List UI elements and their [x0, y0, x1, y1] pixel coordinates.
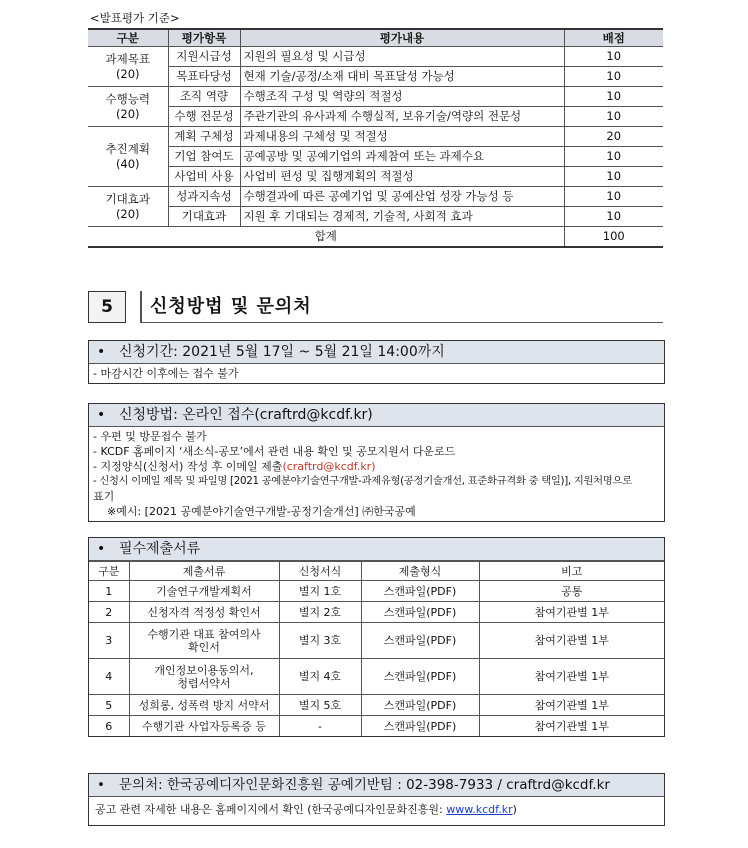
- table-row: [88, 67, 663, 87]
- item-cell: 계획 구체성: [168, 127, 240, 147]
- table-row: [88, 87, 663, 107]
- method-body: [89, 427, 664, 521]
- score-cell: 10: [564, 187, 663, 207]
- total-score: 100: [564, 227, 663, 248]
- table-row: [88, 167, 663, 187]
- score-cell: 10: [564, 67, 663, 87]
- score-cell: 10: [564, 47, 663, 67]
- table-row: [88, 147, 663, 167]
- contact-note: 공고 관련 자세한 내용은 홈페이지에서 확인 (한국공예디자인문화진흥원:: [95, 803, 443, 816]
- contact-box: [88, 773, 665, 826]
- evaluation-criteria-table: [88, 28, 663, 248]
- table-row: 2 신청자격 적정성 확인서 별지 2호 스캔파일(PDF) 참여기관별 1부: [89, 602, 664, 623]
- period-note: - 마감시간 이후에는 접수 불가: [93, 367, 239, 380]
- email-text: (craftrd@kcdf.kr): [282, 460, 376, 473]
- score-cell: 10: [564, 107, 663, 127]
- eval-caption: <발표평가 기준>: [90, 11, 180, 25]
- table-row: 3 수행기관 대표 참여의사 확인서 별지 3호 스캔파일(PDF) 참여기관별 1부: [89, 623, 664, 659]
- contact-heading: [89, 774, 664, 797]
- table-header-row: 구분 제출서류 신청서식 제출형식 비고: [89, 562, 664, 581]
- method-line: - 신청시 이메일 제목 및 파일명 [2021 공예분야기술연구개발-과제유형(공정기술개선, 표준화규격화 중 택일)], 지원처명으로: [93, 475, 632, 487]
- item-cell: 성과지속성: [168, 187, 240, 207]
- docs-box: [88, 537, 665, 737]
- docs-table: [89, 561, 664, 736]
- method-title: 신청방법: 온라인 접수(craftrd@kcdf.kr): [119, 407, 373, 423]
- bullet-icon: •: [97, 541, 106, 557]
- content-cell: 사업비 편성 및 집행계획의 적절성: [240, 167, 564, 187]
- item-cell: 조직 역량: [168, 87, 240, 107]
- period-heading: [89, 341, 664, 364]
- table-row: 6 수행기관 사업자등록증 등 - 스캔파일(PDF) 참여기관별 1부: [89, 716, 664, 737]
- header-category: 구분: [88, 29, 168, 47]
- section-underline: [140, 322, 663, 323]
- item-cell: 기대효과: [168, 207, 240, 227]
- header-content: 평가내용: [240, 29, 564, 47]
- table-row: [88, 127, 663, 147]
- group-cell: 기대효과 (20): [88, 187, 168, 227]
- docs-title: 필수제출서류: [119, 541, 201, 557]
- score-cell: 10: [564, 167, 663, 187]
- content-cell: 지원 후 기대되는 경제적, 기술적, 사회적 효과: [240, 207, 564, 227]
- section-number: 5: [88, 291, 126, 323]
- section-divider: [140, 291, 142, 323]
- total-label: 합계: [88, 227, 564, 248]
- content-cell: 수행결과에 따른 공예기업 및 공예산업 성장 가능성 등: [240, 187, 564, 207]
- bullet-icon: •: [97, 777, 105, 793]
- table-row: [88, 47, 663, 67]
- item-cell: 지원시급성: [168, 47, 240, 67]
- method-line: - KCDF 홈페이지 ‘새소식-공모’에서 관련 내용 확인 및 공모지원서 다운로드: [93, 445, 456, 458]
- method-example: ※예시: [2021 공예분야기술연구개발-공정기술개선] ㈜한국공예: [107, 505, 416, 518]
- method-line: 표기: [93, 490, 115, 503]
- method-line: - 지정양식(신청서) 작성 후 이메일 제출(craftrd@kcdf.kr): [93, 460, 376, 473]
- group-cell: 추진계획 (40): [88, 127, 168, 187]
- item-cell: 사업비 사용: [168, 167, 240, 187]
- period-title: 신청기간: 2021년 5월 17일 ~ 5월 21일 14:00까지: [119, 344, 445, 360]
- group-cell: 수행능력 (20): [88, 87, 168, 127]
- method-box: [88, 403, 665, 522]
- method-line: - 우편 및 방문접수 불가: [93, 430, 207, 443]
- table-row: 4 개인정보이용동의서, 청렴서약서 별지 4호 스캔파일(PDF) 참여기관별 1부: [89, 659, 664, 695]
- group-cell: 과제목표 (20): [88, 47, 168, 87]
- method-heading: [89, 404, 664, 427]
- table-row: [88, 107, 663, 127]
- bullet-icon: •: [97, 407, 106, 423]
- docs-heading: [89, 538, 664, 561]
- content-cell: 과제내용의 구체성 및 적절성: [240, 127, 564, 147]
- score-cell: 20: [564, 127, 663, 147]
- homepage-link[interactable]: www.kcdf.kr: [446, 803, 513, 816]
- score-cell: 10: [564, 87, 663, 107]
- score-cell: 10: [564, 207, 663, 227]
- section-title: 신청방법 및 문의처: [150, 296, 312, 317]
- table-header-row: [88, 29, 663, 47]
- header-score: 배점: [564, 29, 663, 47]
- table-row: [88, 187, 663, 207]
- content-cell: 수행조직 구성 및 역량의 적절성: [240, 87, 564, 107]
- content-cell: 현재 기술/공정/소재 대비 목표달성 가능성: [240, 67, 564, 87]
- bullet-icon: •: [97, 344, 106, 360]
- table-row: [88, 207, 663, 227]
- period-box: [88, 340, 665, 384]
- score-cell: 10: [564, 147, 663, 167]
- content-cell: 주관기관의 유사과제 수행실적, 보유기술/역량의 전문성: [240, 107, 564, 127]
- item-cell: 기업 참여도: [168, 147, 240, 167]
- item-cell: 수행 전문성: [168, 107, 240, 127]
- content-cell: 공예공방 및 공예기업의 과제참여 또는 과제수요: [240, 147, 564, 167]
- content-cell: 지원의 필요성 및 시급성: [240, 47, 564, 67]
- header-item: 평가항목: [168, 29, 240, 47]
- total-row: [88, 227, 663, 248]
- contact-title: 문의처: 한국공예디자인문화진흥원 공예기반팀 : 02-398-7933 / craftrd@kcdf.kr: [119, 777, 610, 793]
- item-cell: 목표타당성: [168, 67, 240, 87]
- contact-body: 공고 관련 자세한 내용은 홈페이지에서 확인 (한국공예디자인문화진흥원: www.kcdf.kr): [95, 803, 517, 816]
- table-row: 1 기술연구개발계획서 별지 1호 스캔파일(PDF) 공통: [89, 581, 664, 602]
- table-row: 5 성희롱, 성폭력 방지 서약서 별지 5호 스캔파일(PDF) 참여기관별 1부: [89, 695, 664, 716]
